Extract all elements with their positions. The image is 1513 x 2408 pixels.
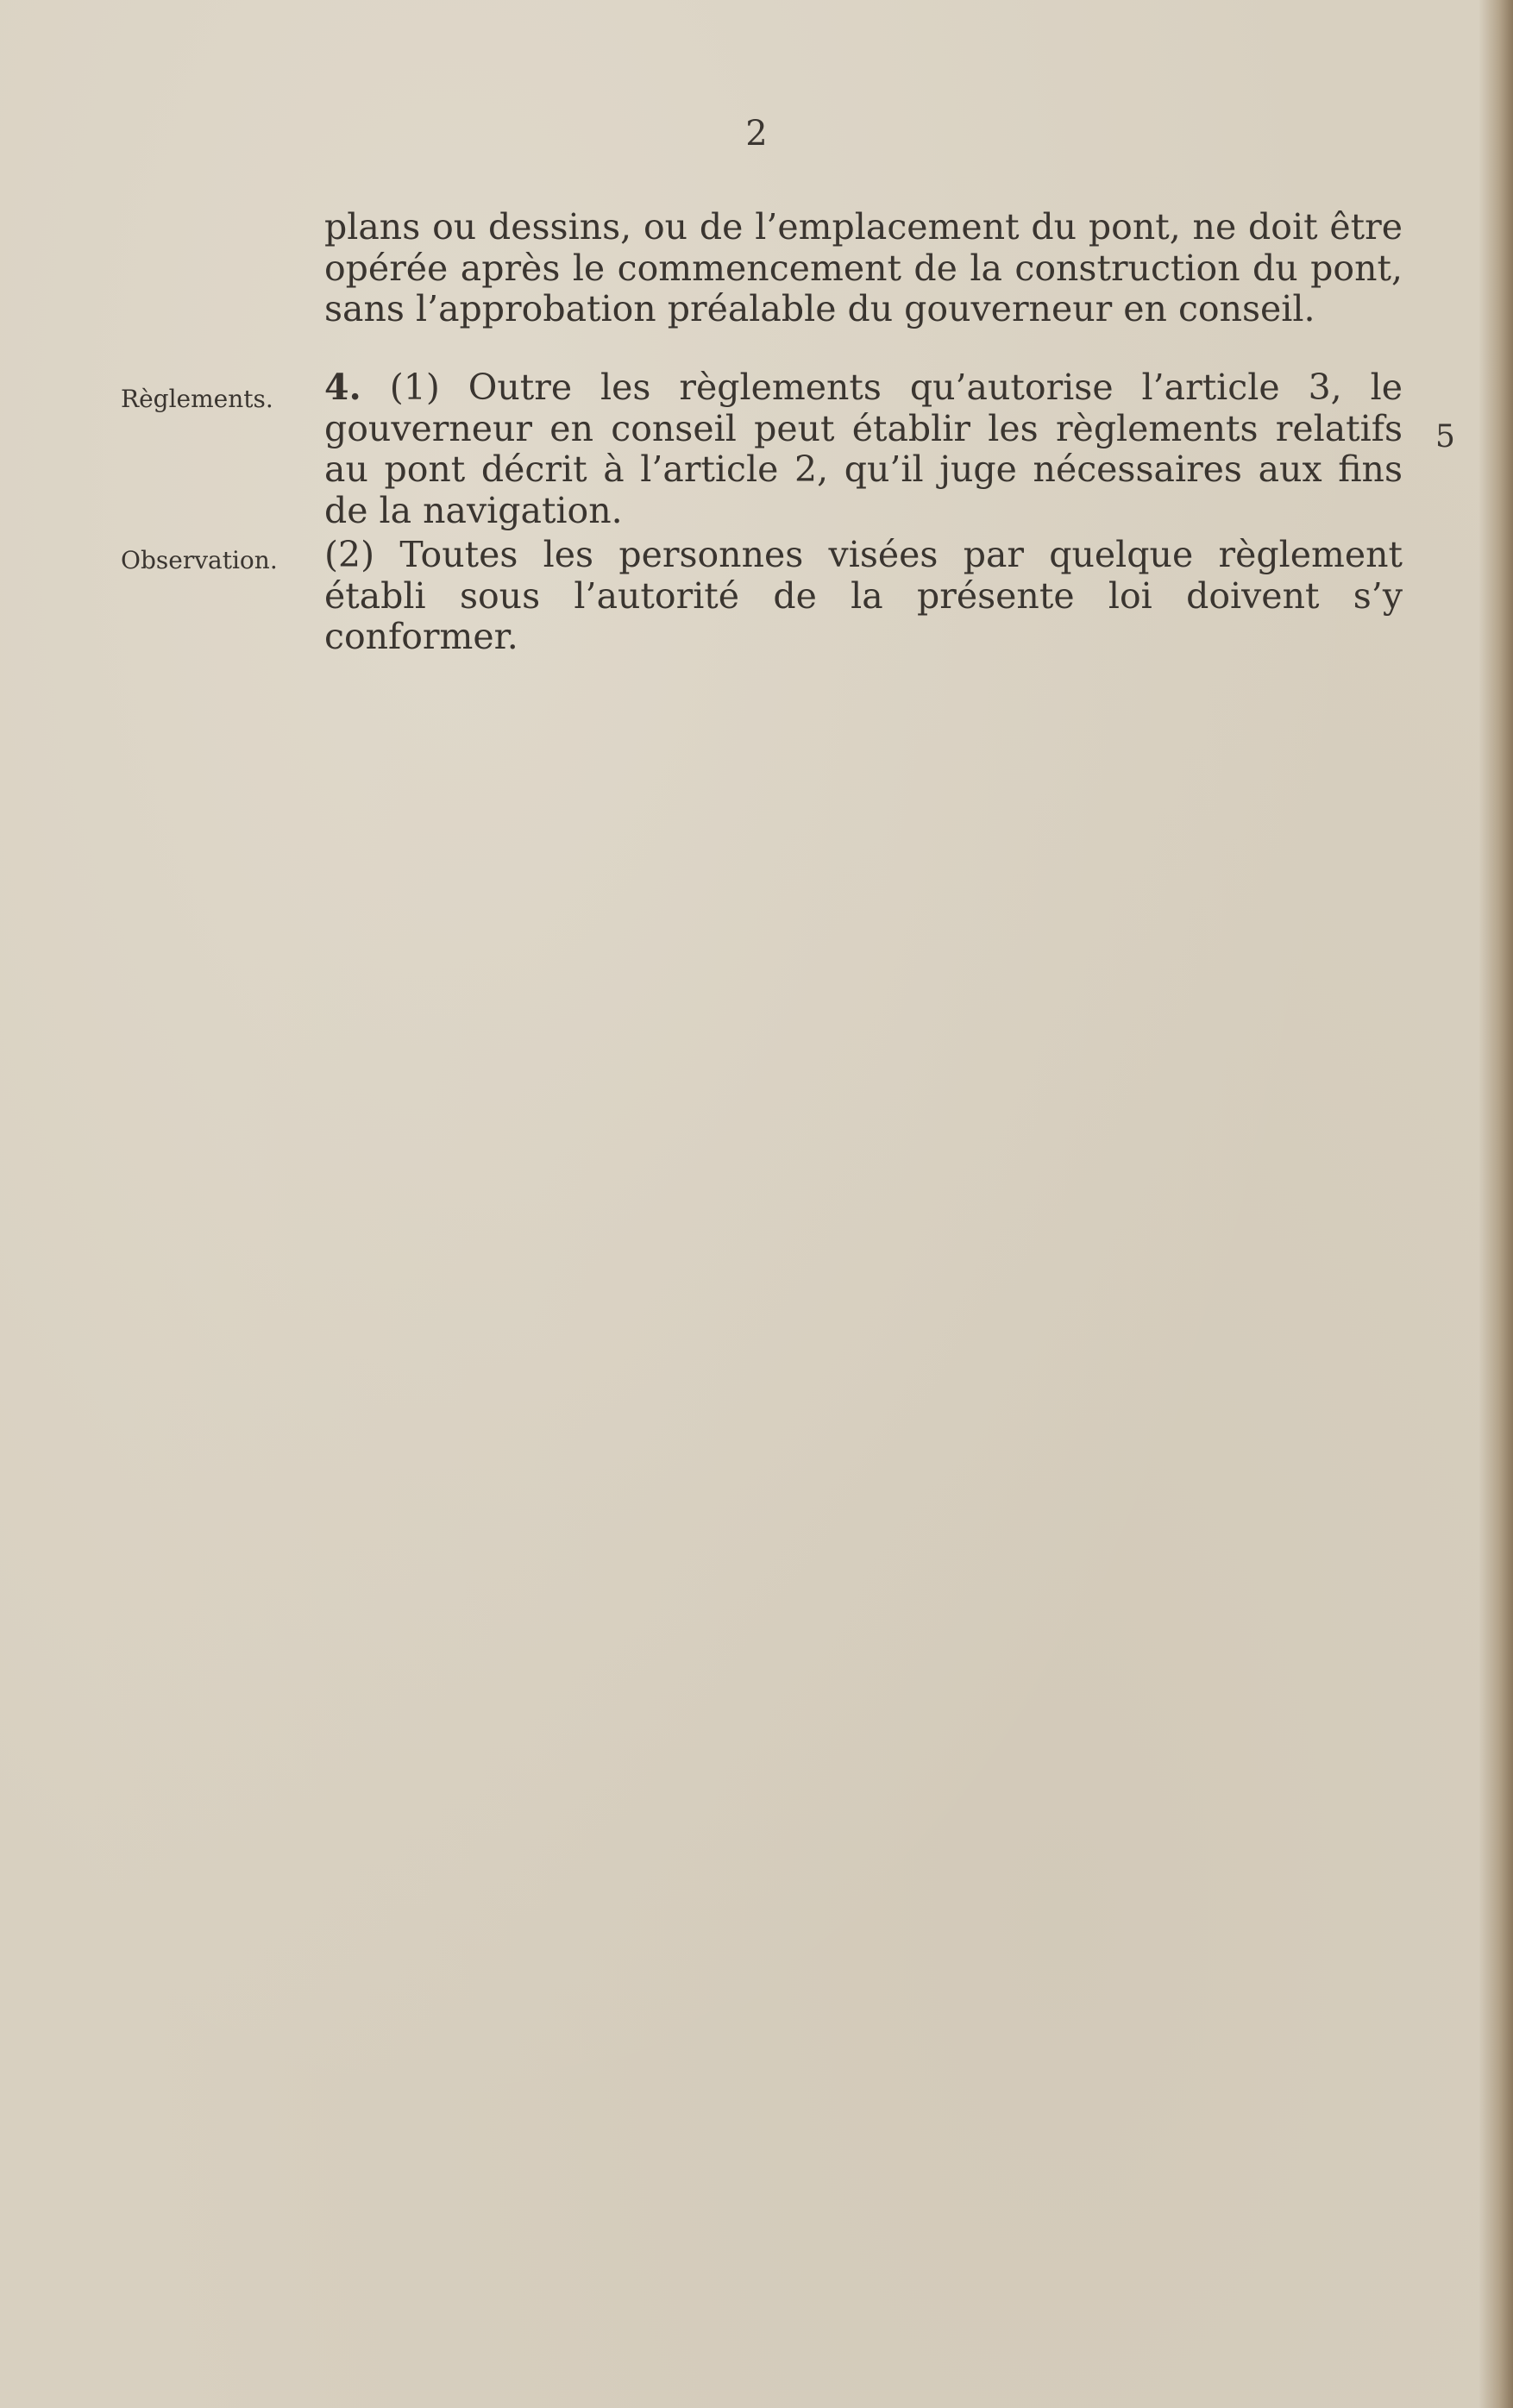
line-number: 5: [1435, 419, 1455, 455]
margin-note-reglements: Règlements.: [121, 385, 273, 413]
margin-note-observation: Observation.: [121, 546, 278, 574]
page-edge-shadow: [1478, 0, 1513, 2408]
paragraph-section-4-2: (2) Toutes les personnes visées par quelque règlement établi sous l’autorité de la présente loi doivent s’y conformer.: [324, 534, 1403, 657]
section-number: 4.: [324, 367, 361, 408]
page-number: 2: [745, 114, 768, 154]
section-4-1-text: (1) Outre les règlements qu’autorise l’article 3, le gouverneur en conseil peut établir les règlements relatifs au pont décrit à l’article 2, qu’il juge nécessaires aux fins de la navigation.: [324, 367, 1403, 531]
paragraph-continuation: plans ou dessins, ou de l’emplacement du pont, ne doit être opérée après le commencement de la construction du pont, sans l’approbation préalable du gouverneur en conseil.: [324, 206, 1403, 329]
paragraph-section-4-1: [324, 367, 1403, 531]
